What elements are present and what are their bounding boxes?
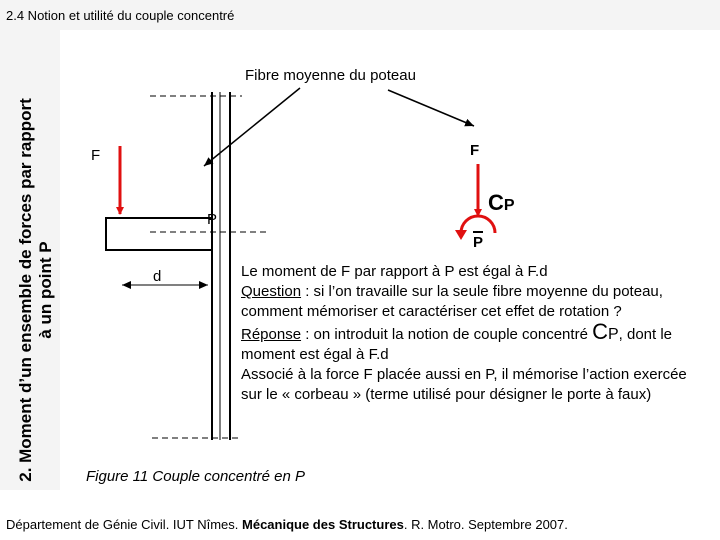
force-right-label: F [470,142,480,159]
reponse-cp-sub: P [607,326,619,343]
couple-arrowhead [455,230,467,240]
reponse-end: , dont le moment est égal à F.d [241,326,673,363]
corbel [106,218,212,250]
footer-course: Mécanique des Structures [242,517,404,532]
point-left-label: P [207,211,218,228]
explanation-text [241,262,711,405]
text-associe: Associé à la force F placée aussi en P, il mémorise l’action exercée sur le « corbeau » (terme utilisé pour désigner le porte à faux) [241,366,687,403]
reponse-cp-main: C [592,319,608,344]
chapter-title-line2: à un point P [36,241,55,339]
pointer-arrow-left [204,88,300,166]
force-left-label: F [91,147,101,164]
footer-part2: . R. Motro. Septembre 2007. [403,517,568,532]
question-prefix: Question [241,283,302,300]
couple-label-main: C [488,190,504,215]
point-right-label-text: P [473,234,484,251]
distance-label: d [153,268,162,285]
text-question [241,282,711,322]
section-title: 2.4 Notion et utilité du couple concentré [6,8,235,23]
couple-label-sub: P [503,197,515,214]
question-body: : si l’on travaille sur la seule fibre moyenne du poteau, comment mémoriser et caractériser cet effet de rotation ? [241,283,663,320]
footer [6,517,568,532]
reponse-body: : on introduit la notion de couple concentré [301,326,593,343]
text-line-moment: Le moment de F par rapport à P est égal à F.d [241,263,548,280]
text-reponse [241,319,711,365]
chapter-title-line1: 2. Moment d’un ensemble de forces par rapport [16,98,35,482]
pointer-arrow-right [388,90,474,126]
couple-label [488,190,515,216]
reponse-prefix: Réponse [241,326,302,343]
point-right-label [473,234,483,251]
fibre-label: Fibre moyenne du poteau [245,67,416,84]
figure-caption: Figure 11 Couple concentré en P [86,468,306,485]
footer-part1: Département de Génie Civil. IUT Nîmes. [6,517,243,532]
